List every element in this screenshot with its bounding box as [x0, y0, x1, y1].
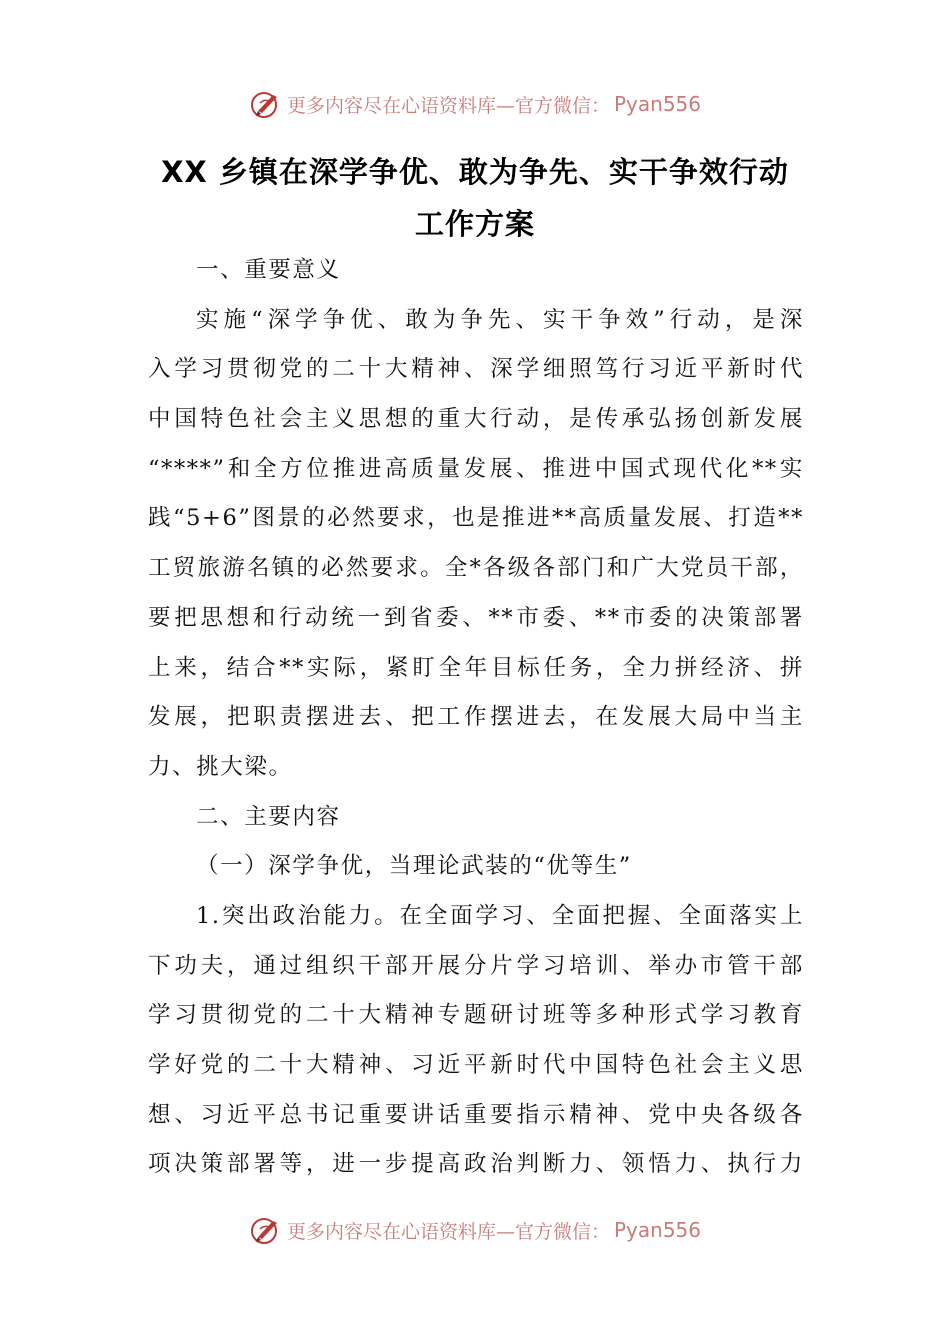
watermark-banner-top	[0, 84, 950, 124]
watermark-text: 更多内容尽在心语资料库—官方微信：	[286, 1220, 610, 1243]
subsection-heading: （一）深学争优，当理论武装的“优等生”	[196, 853, 632, 880]
paragraph-line: 学习贯彻党的二十大精神专题研讨班等多种形式学习教育	[148, 1002, 804, 1029]
paragraph-line: 要把思想和行动统一到省委、**市委、**市委的决策部署	[148, 604, 804, 631]
document-body	[148, 246, 804, 1190]
paragraph-line: 想、习近平总书记重要讲话重要指示精神、党中央各级各	[148, 1101, 804, 1128]
pen-logo-icon	[249, 87, 283, 121]
watermark-wechat-id: Pyan556	[614, 92, 702, 116]
section-heading-1: 一、重要意义	[196, 257, 341, 283]
paragraph-line: 发展，把职责摆进去、把工作摆进去，在发展大局中当主	[148, 704, 804, 731]
watermark-banner-bottom	[0, 1210, 950, 1250]
paragraph-line: 下功夫，通过组织干部开展分片学习培训、举办市管干部	[148, 952, 804, 979]
watermark-wechat-id: Pyan556	[614, 1218, 702, 1242]
paragraph-line: 力、挑大梁。	[148, 753, 293, 780]
paragraph-line: 项决策部署等，进一步提高政治判断力、领悟力、执行力	[148, 1151, 804, 1178]
paragraph-line: 实施“深学争优、敢为争先、实干争效”行动，是深	[196, 306, 804, 333]
paragraph-line: 中国特色社会主义思想的重大行动，是传承弘扬创新发展	[148, 406, 804, 433]
paragraph-line: 工贸旅游名镇的必然要求。全*各级各部门和广大党员干部，	[148, 555, 804, 582]
section-heading-2: 二、主要内容	[196, 803, 341, 830]
paragraph-line: 入学习贯彻党的二十大精神、深学细照笃行习近平新时代	[148, 356, 804, 383]
pen-logo-icon	[249, 1213, 283, 1247]
paragraph-line: 学好党的二十大精神、习近平新时代中国特色社会主义思	[148, 1052, 804, 1078]
paragraph-line: 践“5+6”图景的必然要求，也是推进**高质量发展、打造**	[148, 505, 804, 532]
paragraph-line: “****”和全方位推进高质量发展、推进中国式现代化**实	[148, 455, 804, 482]
watermark-text: 更多内容尽在心语资料库—官方微信：	[286, 94, 610, 117]
paragraph-line: 1.突出政治能力。在全面学习、全面把握、全面落实上	[196, 902, 804, 929]
document-title-line-2: 工作方案	[414, 207, 535, 241]
paragraph-line: 上来，结合**实际，紧盯全年目标任务，全力拼经济、拼	[148, 654, 804, 681]
document-title-line-1: XX 乡镇在深学争优、敢为争先、实干争效行动	[161, 155, 789, 189]
